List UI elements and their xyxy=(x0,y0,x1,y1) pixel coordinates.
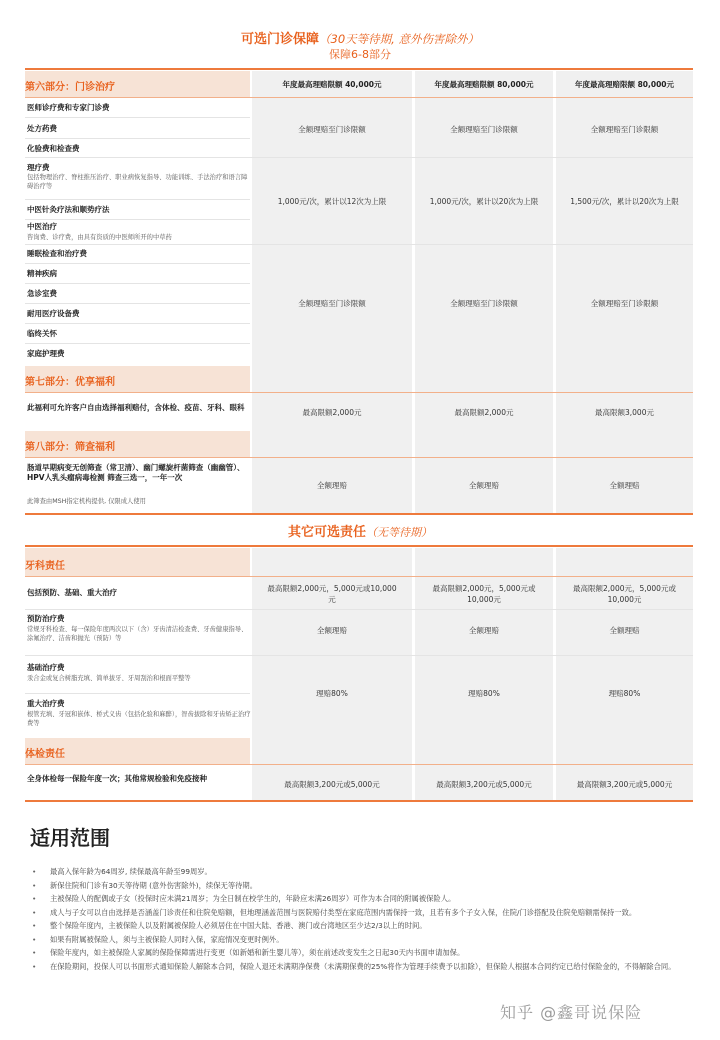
row-divider xyxy=(25,117,250,118)
checkup-col1: 最高限额3,200元或5,000元 xyxy=(284,780,380,789)
g2-value-col2: 1,000元/次，累计以20次为上限 xyxy=(429,197,539,206)
dental-limit-col3: 最高限额2,000元，5,000元或10,000元 xyxy=(573,584,676,604)
other-bottom-rule xyxy=(25,800,693,802)
scope-bullet: • 如果有附属被保险人，须与主被保险人同时入保，家庭情况变更时例外。 xyxy=(32,934,284,944)
g3-value-col1: 全额理赔至门诊限额 xyxy=(298,299,366,308)
column-1-header: 年度最高理赔限额 40,000元 xyxy=(282,80,382,89)
group-divider xyxy=(25,157,693,158)
part8-item: 肠道早期病变无创筛查（常卫清）、幽门螺旋杆菌筛查（幽幽管）、HPV人乳头瘤病毒检测 筛查三选一，一年一次 xyxy=(27,463,245,482)
dental-divider xyxy=(25,576,693,577)
part7-divider xyxy=(25,392,693,393)
checkup-section-title: 体检责任 xyxy=(25,749,65,760)
row-divider xyxy=(25,323,250,324)
row-divider xyxy=(25,263,250,264)
scope-title: 适用范围 xyxy=(30,826,110,850)
row-divider xyxy=(25,609,693,610)
column-1-bg xyxy=(252,71,412,513)
g3-value-col2: 全额理赔至门诊限额 xyxy=(450,299,518,308)
title-text: 可选门诊保障 xyxy=(241,32,320,47)
part7-value-col3: 最高限额3,000元 xyxy=(595,408,654,417)
part8-divider xyxy=(25,457,693,458)
bullet-text: 新保住院和门诊有30天等待期 (意外伤害除外)，续保无等待期。 xyxy=(50,880,258,890)
part6-section-title: 第六部分：门诊治疗 xyxy=(25,82,115,93)
section1-bottom-rule xyxy=(25,513,693,515)
row-divider xyxy=(25,655,693,656)
row-divider xyxy=(25,343,250,344)
scope-bullet: • 主被保险人的配偶或子女（投保时应未满21周岁；为全日制在校学生的，年龄应未满26周岁）可作为本合同的附属被保险人。 xyxy=(32,894,456,903)
part7-item: 此福利可允许客户自由选择福利赔付，含体检、疫苗、牙科、眼科 xyxy=(27,403,245,412)
scope-bullet: • 新保住院和门诊有30天等待期 (意外伤害除外)，续保无等待期。 xyxy=(32,880,258,890)
dental-preventive-col1: 全额理赔 xyxy=(317,626,347,635)
item-equipment: 耐用医疗设备费 xyxy=(27,309,80,318)
scope-bullet: • 整个保险年度内，主被保险人以及附属被保险人必须居住在中国大陆、香港、澳门或台湾地区至少达2/3以上的时间。 xyxy=(32,921,427,930)
page-title xyxy=(0,28,720,47)
other-title-text: 其它可选责任 xyxy=(287,525,366,540)
group-divider xyxy=(25,244,693,245)
item-mental: 精神疾病 xyxy=(27,269,57,278)
checkup-col3: 最高限额3,200元或5,000元 xyxy=(576,780,673,789)
part7-value-col2: 最高限额2,000元 xyxy=(454,408,514,417)
other-title-note: （无等待期） xyxy=(366,526,432,539)
part8-desc: 此筛查由MSH指定机构提供, 仅限成人使用 xyxy=(27,498,146,505)
scope-bullets xyxy=(32,866,692,974)
scope-bullet: • 成人与子女可以自由选择是否涵盖门诊责任和住院免赔额，但地理涵盖范围与医院赔付类型在家庭范围内需保持一致，且若有多个子女入保，住院/门诊搭配及住院免赔额需保持一致。 xyxy=(32,907,637,917)
scope-bullet: • 最高入保年龄为64周岁, 续保最高年龄至99周岁。 xyxy=(32,867,212,876)
dental-basic-treatment-desc: 汞合金或复合树脂充填、简单拔牙、牙周刮治和根面平整等 xyxy=(27,675,191,682)
item-lab-fee: 化验费和检查费 xyxy=(27,144,80,153)
therapy-desc: 包括物理治疗、脊柱推压治疗、职业病恢复指导、功能训练、手法治疗和语言障碍治疗等 xyxy=(27,174,248,190)
checkup-col2: 最高限额3,200元或5,000元 xyxy=(436,780,532,789)
g1-value-col1: 全额理赔至门诊限额 xyxy=(298,125,366,134)
dental-preventive-col2: 全额理赔 xyxy=(469,626,499,635)
bullet-text: 整个保险年度内，主被保险人以及附属被保险人必须居住在中国大陆、香港、澳门或台湾地区至少达2/3以上的时间。 xyxy=(50,921,427,930)
bullet-text: 最高入保年龄为64周岁, 续保最高年龄至99周岁。 xyxy=(50,867,212,876)
item-emergency: 急诊室费 xyxy=(27,289,57,298)
bullet-text: 成人与子女可以自由选择是否涵盖门诊责任和住院免赔额，但地理涵盖范围与医院赔付类型在家庭范围内需保持一致，且若有多个子女入保，住院/门诊搭配及住院免赔额需保持一致。 xyxy=(50,907,637,917)
part8-value-col1: 全额理赔 xyxy=(317,481,347,490)
dental-section-title: 牙科责任 xyxy=(25,561,65,572)
item-tcm: 中医治疗 xyxy=(27,222,57,231)
part7-section-title: 第七部分：优享福利 xyxy=(25,377,115,388)
g1-value-col2: 全额理赔至门诊限额 xyxy=(450,125,518,134)
title-note: （30天等待期, 意外伤害除外） xyxy=(319,32,479,46)
bullet-text: 主被保险人的配偶或子女（投保时应未满21周岁；为全日制在校学生的，年龄应未满26周岁）可作为本合同的附属被保险人。 xyxy=(50,894,456,903)
row-divider xyxy=(25,693,250,694)
dental-80-col2: 理赔80% xyxy=(468,689,500,698)
row-divider xyxy=(25,283,250,284)
bullet-text: 在保险期间，投保人可以书面形式通知保险人解除本合同，保险人退还未满期净保费（未满期保费的25%将作为管理手续费予以扣除），但保险人根据本合同约定已给付保险金的，不得解除合同。 xyxy=(50,961,676,971)
item-acupuncture: 中医针灸疗法和顺势疗法 xyxy=(27,205,110,214)
dental-major-desc: 根管充填、牙冠和嵌体、桥式义齿（包括化验和麻醉），智齿拔除和牙齿矫正治疗费等 xyxy=(27,711,251,727)
item-sleep: 睡眠检查和治疗费 xyxy=(27,249,87,258)
item-therapy: 理疗费 xyxy=(27,163,50,172)
bullet-text: 保险年度内，如主被保险人家属的保险保障需进行变更（如新婚和新生婴儿等），须在前述改变发生之日起30天内书面申请加保。 xyxy=(50,948,465,957)
item-nursing: 家庭护理费 xyxy=(27,349,65,358)
checkup-divider xyxy=(25,764,693,765)
g3-value-col3: 全额理赔至门诊限额 xyxy=(590,299,659,308)
g1-value-col3: 全额理赔至门诊限额 xyxy=(590,125,659,134)
dental-major-item: 重大治疗费 xyxy=(27,699,65,708)
tcm-desc: 咨询费、诊疗费，由具有资质的中医师所开的中草药 xyxy=(27,234,172,241)
g2-value-col3: 1,500元/次，累计以20次为上限 xyxy=(570,197,679,206)
dental-80-col3: 理赔80% xyxy=(608,689,641,698)
top-rule xyxy=(25,68,693,70)
bullet-text: 如果有附属被保险人，须与主被保险人同时入保，家庭情况变更时例外。 xyxy=(50,934,284,944)
other-top-rule xyxy=(25,545,693,547)
dental-preventive-desc: 常规牙科检查、每一保险年度两次以下（含）牙齿清洁检查费、牙齿健康指导、涂氟治疗、洁齿和抛光（预防）等 xyxy=(27,626,248,642)
other-title xyxy=(0,521,720,540)
scope-bullet: • 在保险期间，投保人可以书面形式通知保险人解除本合同，保险人退还未满期净保费（未满期保费的25%将作为管理手续费予以扣除），但保险人根据本合同约定已给付保险金的，不得解除合同。 xyxy=(32,961,676,971)
item-specialist-fee: 医师诊疗费和专家门诊费 xyxy=(27,103,110,112)
checkup-item: 全身体检每一保险年度一次；其他常规检验和免疫接种 xyxy=(27,774,207,783)
dental-limit-col1: 最高限额2,000元，5,000元或10,000元 xyxy=(267,584,397,604)
part8-value-col2: 全额理赔 xyxy=(469,481,499,490)
g2-value-col1: 1,000元/次，累计以12次为上限 xyxy=(277,197,387,206)
item-hospice: 临终关怀 xyxy=(27,329,57,338)
header-divider xyxy=(25,97,693,98)
column-2-bg xyxy=(415,71,553,513)
row-divider xyxy=(25,138,250,139)
part7-value-col1: 最高限额2,000元 xyxy=(302,408,362,417)
dental-limit-col2: 最高限额2,000元，5,000元或10,000元 xyxy=(432,584,536,604)
column-3-header: 年度最高理赔限额 80,000元 xyxy=(574,80,675,89)
item-prescription: 处方药费 xyxy=(27,124,57,133)
part-label: 保障6-8部分 xyxy=(329,48,391,61)
dental-preventive-col3: 全额理赔 xyxy=(609,626,640,635)
row-divider xyxy=(25,199,250,200)
scope-bullet: • 保险年度内，如主被保险人家属的保险保障需进行变更（如新婚和新生婴儿等），须在前述改变发生之日起30天内书面申请加保。 xyxy=(32,948,465,957)
watermark: 知乎 @鑫哥说保险 xyxy=(500,1003,643,1022)
row-divider xyxy=(25,303,250,304)
dental-basic-item: 包括预防、基础、重大治疗 xyxy=(27,588,117,597)
dental-basic-treatment-item: 基础治疗费 xyxy=(27,663,65,672)
column-2-header: 年度最高理赔限额 80,000元 xyxy=(434,80,534,89)
dental-preventive-item: 预防治疗费 xyxy=(27,614,65,623)
part8-value-col3: 全额理赔 xyxy=(609,481,640,490)
dental-80-col1: 理赔80% xyxy=(316,689,348,698)
column-3-bg xyxy=(556,71,693,513)
row-divider xyxy=(25,219,250,220)
part8-section-title: 第八部分：筛查福利 xyxy=(25,442,115,453)
